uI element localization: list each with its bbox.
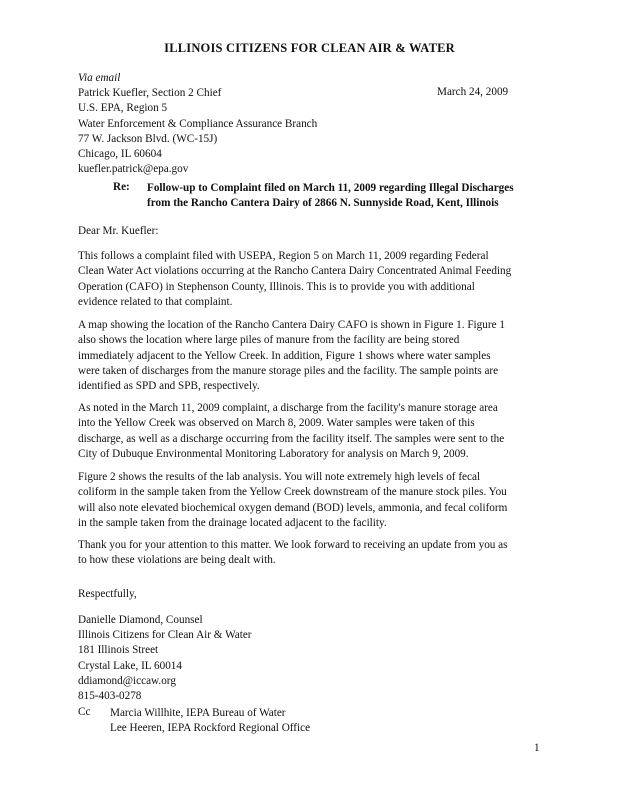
page-number: 1 [534,742,540,754]
recipient-city: Chicago, IL 60604 [78,148,162,161]
paragraph-line: immediately adjacent to the Yellow Creek. In addition, Figure 1 shows where water samples [78,349,491,362]
subject-line [147,181,514,210]
paragraph-line: also shows the location where large piles of manure from the facility are being stored [78,334,460,347]
salutation: Dear Mr. Kuefler: [78,225,159,237]
cc-recipient-list [110,706,310,736]
recipient-agency: U.S. EPA, Region 5 [78,102,168,115]
body-paragraph-1 [78,249,548,310]
paragraph-line: in the sample taken from the drainage located adjacent to the facility. [78,516,387,529]
recipient-street: 77 W. Jackson Blvd. (WC-15J) [78,132,218,145]
letter-date: March 24, 2009 [437,86,509,98]
signer-email: ddiamond@iccaw.org [78,674,176,687]
body-paragraph-4 [78,470,548,531]
signature-block [78,613,252,704]
body-paragraph-3 [78,401,548,462]
body-paragraph-2 [78,318,548,394]
recipient-name: Patrick Kuefler, Section 2 Chief [78,87,222,100]
paragraph-line: As noted in the March 11, 2009 complaint, a discharge from the facility's manure storage area [78,402,498,414]
delivery-method: Via email [78,72,121,84]
recipient-branch: Water Enforcement & Compliance Assurance Branch [78,117,318,130]
paragraph-line: Operation (CAFO) in Stephenson County, Illinois. This is to provide you with additional [78,280,475,293]
recipient-email: kuefler.patrick@epa.gov [78,163,189,176]
letterhead-title: ILLINOIS CITIZENS FOR CLEAN AIR & WATER [164,41,455,55]
paragraph-line: to how these violations are being dealt with. [78,554,276,567]
paragraph-line: were taken of discharges from the manure storage piles and the facility. The sample points are [78,364,499,377]
signer-name: Danielle Diamond, Counsel [78,614,203,626]
body-paragraph-5 [78,538,548,569]
paragraph-line: Figure 2 shows the results of the lab analysis. You will note extremely high levels of fecal [78,471,481,483]
paragraph-line: identified as SPD and SPB, respectively. [78,380,260,393]
signer-city: Crystal Lake, IL 60014 [78,659,182,672]
subject-line-2: from the Rancho Cantera Dairy of 2866 N. Sunnyside Road, Kent, Illinois [147,196,499,209]
paragraph-line: Clean Water Act violations occurring at the Rancho Cantera Dairy Concentrated Animal Feeding [78,265,512,278]
paragraph-line: discharge, as well as a discharge occurring from the facility itself. The samples were sent to the [78,432,505,445]
signer-organization: Illinois Citizens for Clean Air & Water [78,629,252,642]
cc-recipient: Lee Heeren, IEPA Rockford Regional Office [110,722,311,735]
paragraph-line: This follows a complaint filed with USEPA, Region 5 on March 11, 2009 regarding Federal [78,250,489,262]
subject-label: Re: [113,181,130,193]
signer-phone: 815-403-0278 [78,690,142,703]
paragraph-line: A map showing the location of the Rancho Cantera Dairy CAFO is shown in Figure 1. Figure 1 [78,319,505,331]
cc-label: Cc [78,706,91,718]
paragraph-line: into the Yellow Creek was observed on March 8, 2009. Water samples were taken of this [78,417,475,430]
paragraph-line: coliform in the sample taken from the Yellow Creek downstream of the manure stock piles. You [78,486,507,499]
paragraph-line: evidence related to that complaint. [78,295,233,308]
signer-street: 181 Illinois Street [78,644,159,657]
subject-line-1: Follow-up to Complaint filed on March 11, 2009 regarding Illegal Discharges [147,182,514,194]
closing: Respectfully, [78,588,137,600]
paragraph-line: Thank you for your attention to this matter. We look forward to receiving an update from you as [78,539,508,551]
recipient-address-block [78,71,317,177]
paragraph-line: City of Dubuque Environmental Monitoring Laboratory for analysis on March 9, 2009. [78,447,469,460]
paragraph-line: will also note elevated biochemical oxygen demand (BOD) levels, ammonia, and fecal coliform [78,501,508,514]
cc-recipient: Marcia Willhite, IEPA Bureau of Water [110,707,286,719]
